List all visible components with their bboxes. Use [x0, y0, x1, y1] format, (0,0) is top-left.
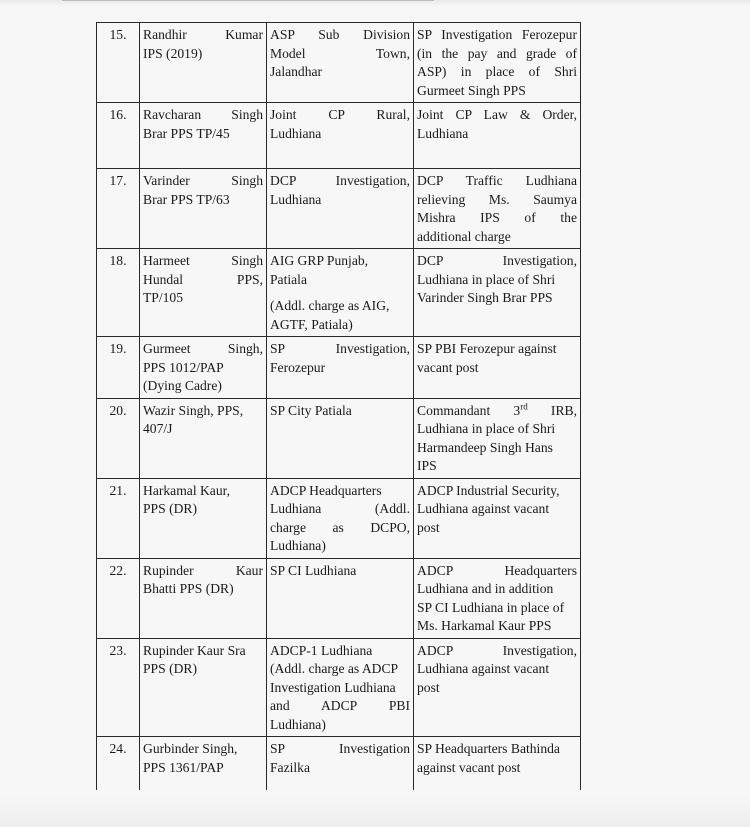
officer-name: Wazir Singh, PPS, 407/J	[140, 398, 267, 478]
officer-name: Varinder Singh Brar PPS TP/63	[140, 169, 267, 249]
serial-number: 17.	[97, 169, 140, 249]
current-posting: SP Investigation, Ferozepur	[267, 337, 414, 399]
new-posting: ADCP Industrial Security, Ludhiana against vacant post	[414, 478, 581, 558]
serial-number: 22.	[97, 558, 140, 638]
new-posting: Commandant 3rd IRB, Ludhiana in place of Shri Harmandeep Singh Hans IPS	[414, 398, 581, 478]
serial-number: 15.	[97, 23, 140, 103]
page-bottom-shade	[0, 790, 750, 827]
table-row	[97, 23, 581, 103]
new-posting: ADCP Investigation, Ludhiana against vacant post	[414, 638, 581, 737]
current-posting: Joint CP Rural, Ludhiana	[267, 103, 414, 169]
table-row	[97, 337, 581, 399]
postings-table	[96, 22, 581, 799]
current-posting: ADCP Headquarters Ludhiana (Addl. charge as DCPO, Ludhiana)	[267, 478, 414, 558]
serial-number: 18.	[97, 249, 140, 337]
new-posting: ADCP Headquarters Ludhiana and in addition SP CI Ludhiana in place of Ms. Harkamal Kaur PPS	[414, 558, 581, 638]
new-posting: DCP Investigation, Ludhiana in place of Shri Varinder Singh Brar PPS	[414, 249, 581, 337]
new-posting: SP Headquarters Bathinda against vacant post	[414, 737, 581, 799]
officer-name: Harmeet Singh Hundal PPS, TP/105	[140, 249, 267, 337]
new-posting: SP PBI Ferozepur against vacant post	[414, 337, 581, 399]
serial-number: 24.	[97, 737, 140, 799]
current-posting: SP CI Ludhiana	[267, 558, 414, 638]
serial-number: 20.	[97, 398, 140, 478]
current-posting: ADCP-1 Ludhiana (Addl. charge as ADCP Investigation Ludhiana and ADCP PBI Ludhiana)	[267, 638, 414, 737]
officer-name: Rupinder Kaur Bhatti PPS (DR)	[140, 558, 267, 638]
officer-name: Randhir Kumar IPS (2019)	[140, 23, 267, 103]
officer-name: Harkamal Kaur, PPS (DR)	[140, 478, 267, 558]
officer-name: Ravcharan Singh Brar PPS TP/45	[140, 103, 267, 169]
table-row	[97, 103, 581, 169]
serial-number: 19.	[97, 337, 140, 399]
table-row	[97, 638, 581, 737]
serial-number: 21.	[97, 478, 140, 558]
table-row	[97, 478, 581, 558]
current-posting: DCP Investigation, Ludhiana	[267, 169, 414, 249]
new-posting: SP Investigation Ferozepur (in the pay and grade of ASP) in place of Shri Gurmeet Singh PPS	[414, 23, 581, 103]
serial-number: 16.	[97, 103, 140, 169]
new-posting: Joint CP Law & Order, Ludhiana	[414, 103, 581, 169]
table-row	[97, 249, 581, 337]
new-posting: DCP Traffic Ludhiana relieving Ms. Saumya Mishra IPS of the additional charge	[414, 169, 581, 249]
current-posting: ASP Sub Division Model Town, Jalandhar	[267, 23, 414, 103]
top-rule	[62, 0, 434, 1]
officer-name: Gurbinder Singh, PPS 1361/PAP	[140, 737, 267, 799]
table-row	[97, 558, 581, 638]
serial-number: 23.	[97, 638, 140, 737]
table-row	[97, 398, 581, 478]
current-posting: SP City Patiala	[267, 398, 414, 478]
table-row	[97, 169, 581, 249]
officer-name: Gurmeet Singh, PPS 1012/PAP (Dying Cadre)	[140, 337, 267, 399]
current-posting: SP Investigation Fazilka	[267, 737, 414, 799]
officer-name: Rupinder Kaur Sra PPS (DR)	[140, 638, 267, 737]
current-posting: AIG GRP Punjab, Patiala (Addl. charge as AIG, AGTF, Patiala)	[267, 249, 414, 337]
